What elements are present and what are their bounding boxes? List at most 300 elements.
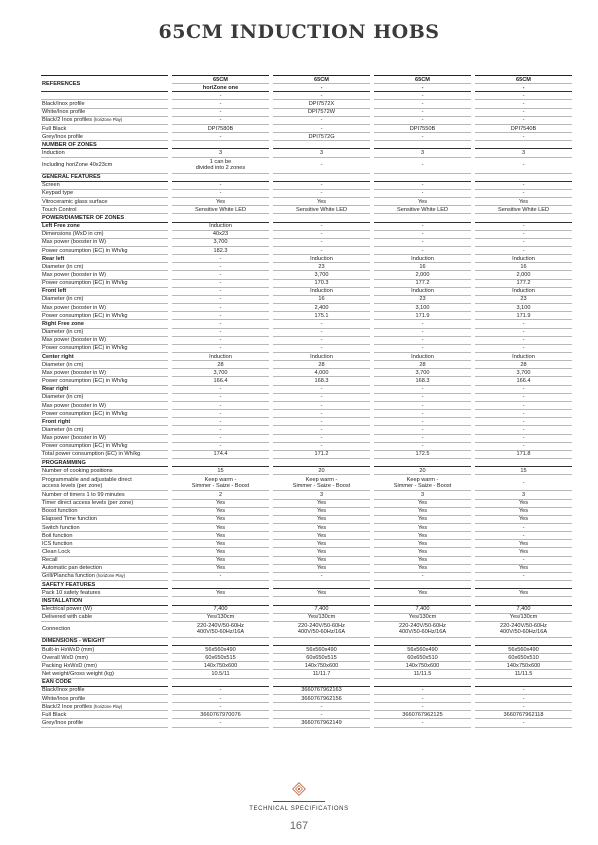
table-cell: 3 — [475, 491, 572, 499]
table-cell: 7,400 — [374, 605, 471, 613]
table-cell: Yes — [273, 589, 370, 597]
table-row — [41, 507, 572, 515]
table-cell: Induction — [273, 255, 370, 263]
table-cell: - — [273, 189, 370, 197]
table-cell: - — [172, 279, 269, 287]
table-cell: 60x650x510 — [475, 654, 572, 662]
table-cell: 3,100 — [374, 304, 471, 312]
row-label — [41, 181, 168, 189]
table-cell: Sensitive White LED — [172, 206, 269, 214]
table-cell: 3660767962156 — [273, 694, 370, 702]
table-cell: - — [475, 222, 572, 230]
section-cell — [273, 678, 370, 686]
row-label — [41, 711, 168, 719]
table-cell: - — [172, 100, 269, 108]
table-row — [41, 353, 572, 361]
table-cell: - — [172, 116, 269, 124]
row-label-text: Max power (booster in W) — [42, 272, 107, 279]
row-label-note: (horiZone Play) — [93, 703, 123, 709]
section-cell — [475, 637, 572, 645]
table-cell: 40x23 — [172, 230, 269, 238]
table-cell: - — [273, 703, 370, 711]
table-row — [41, 426, 572, 434]
table-cell: Yes — [172, 499, 269, 507]
table-cell: - — [374, 108, 471, 116]
table-row — [41, 646, 572, 654]
row-label — [41, 703, 168, 711]
row-label — [41, 255, 168, 263]
table-row — [41, 246, 572, 254]
row-label — [41, 540, 168, 548]
table-row — [41, 467, 572, 475]
row-label — [41, 719, 168, 727]
table-cell: - — [475, 475, 572, 491]
row-label — [41, 287, 168, 295]
row-label — [41, 263, 168, 271]
table-cell: Yes — [374, 548, 471, 556]
table-cell: 7,400 — [172, 605, 269, 613]
table-cell: DPI7572G — [273, 133, 370, 141]
table-row — [41, 719, 572, 727]
table-cell: 4,000 — [273, 369, 370, 377]
row-label — [41, 149, 168, 157]
table-cell: - — [475, 410, 572, 418]
row-label — [41, 92, 168, 100]
table-cell: - — [273, 92, 370, 100]
section-title — [41, 637, 168, 645]
row-label-text: Programmable and adjustable direct access levels (per zone) — [42, 476, 132, 489]
column-header: 65CM — [475, 76, 572, 84]
table-cell: 3 — [172, 149, 269, 157]
table-row — [41, 124, 572, 132]
row-label — [41, 108, 168, 116]
table-row — [41, 393, 572, 401]
row-label — [41, 230, 168, 238]
row-label — [41, 467, 168, 475]
table-row — [41, 475, 572, 491]
section-cell — [172, 637, 269, 645]
table-row — [41, 434, 572, 442]
row-label-text: Black/2 Inox profiles — [42, 117, 93, 124]
row-label-text: Boost function — [42, 508, 78, 515]
table-cell: - — [475, 532, 572, 540]
row-label-text: Grill/Plancha function — [42, 573, 95, 580]
table-cell: - — [475, 116, 572, 124]
table-row — [41, 654, 572, 662]
row-label — [41, 450, 168, 458]
row-label — [41, 694, 168, 702]
table-cell: 166.4 — [475, 377, 572, 385]
row-label — [41, 434, 168, 442]
table-cell: 140x750x600 — [172, 662, 269, 670]
table-row — [41, 157, 572, 173]
table-cell: Yes — [172, 523, 269, 531]
table-cell: 171.8 — [475, 450, 572, 458]
table-cell: - — [475, 442, 572, 450]
table-cell: - — [475, 246, 572, 254]
row-label — [41, 312, 168, 320]
row-label-text: Including horiZone 40x23cm — [42, 162, 113, 169]
table-cell: 3660767970076 — [172, 711, 269, 719]
table-cell: Yes — [273, 515, 370, 523]
row-label-text: Packing HxWxD (mm) — [42, 662, 98, 669]
table-cell: - — [172, 320, 269, 328]
row-label-text: Pack 10 safety features — [42, 589, 101, 596]
table-cell: - — [475, 694, 572, 702]
table-cell: 168.3 — [374, 377, 471, 385]
row-label-text: Diameter (in cm) — [42, 394, 84, 401]
table-row — [41, 548, 572, 556]
table-cell: - — [374, 401, 471, 409]
row-label-text: Full Black — [42, 711, 67, 718]
table-cell: - — [172, 344, 269, 352]
table-cell: Yes — [475, 499, 572, 507]
row-label — [41, 589, 168, 597]
row-label-text: Clean Lock — [42, 549, 70, 556]
row-label-text: Number of timers 1 to 99 minutes — [42, 491, 125, 498]
row-label-text: Grey/Inox profile — [42, 133, 84, 140]
table-cell: Yes — [172, 532, 269, 540]
table-cell: - — [475, 401, 572, 409]
table-row — [41, 686, 572, 694]
table-cell: - — [475, 92, 572, 100]
table-cell: - — [374, 385, 471, 393]
table-cell: 11/11.5 — [475, 670, 572, 678]
row-label — [41, 572, 168, 580]
table-cell: - — [172, 92, 269, 100]
table-row — [41, 255, 572, 263]
table-row — [41, 613, 572, 621]
table-cell: - — [273, 418, 370, 426]
row-label-text: White/Inox profile — [42, 695, 86, 702]
table-cell: 7,400 — [475, 605, 572, 613]
section-cell — [374, 214, 471, 222]
column-subheader: - — [273, 84, 370, 92]
row-label-note: (horiZone Play) — [93, 117, 123, 123]
table-cell: 56x560x490 — [475, 646, 572, 654]
column-header: 65CM — [172, 76, 269, 84]
row-label — [41, 353, 168, 361]
table-cell: 177.2 — [374, 279, 471, 287]
row-label-text: Net weight/Gross weight (kg) — [42, 671, 114, 678]
table-cell: 11/11.7 — [273, 670, 370, 678]
table-cell: - — [172, 719, 269, 727]
table-cell: - — [172, 287, 269, 295]
section-cell — [172, 214, 269, 222]
table-cell: - — [172, 393, 269, 401]
table-cell: 56x560x490 — [273, 646, 370, 654]
table-cell: - — [172, 694, 269, 702]
table-row — [41, 92, 572, 100]
table-cell: - — [475, 426, 572, 434]
table-cell: Yes — [172, 507, 269, 515]
section-cell — [273, 581, 370, 589]
table-cell: - — [475, 523, 572, 531]
table-row — [41, 344, 572, 352]
table-cell: 3,700 — [475, 369, 572, 377]
row-label-text: PROGRAMMING — [42, 459, 86, 466]
row-label — [41, 662, 168, 670]
row-label — [41, 475, 168, 491]
row-label — [41, 385, 168, 393]
row-label — [41, 206, 168, 214]
section-cell — [273, 141, 370, 149]
row-label-text: Connection — [42, 626, 71, 633]
table-cell: - — [374, 344, 471, 352]
row-label — [41, 556, 168, 564]
table-cell: Keep warm - Simmer - Saize - Boost — [374, 475, 471, 491]
table-cell: Yes — [475, 589, 572, 597]
section-header-row — [41, 678, 572, 686]
table-row — [41, 694, 572, 702]
table-cell: Yes — [374, 507, 471, 515]
table-cell: Yes — [273, 556, 370, 564]
row-label-text: SAFETY FEATURES — [42, 581, 96, 588]
row-label-text: POWER/DIAMETER OF ZONES — [42, 214, 125, 221]
table-cell: - — [374, 238, 471, 246]
row-label-text: Electrical power (W) — [42, 606, 93, 613]
section-cell — [273, 597, 370, 605]
table-cell: - — [374, 157, 471, 173]
table-cell: 177.2 — [475, 279, 572, 287]
table-cell: Yes — [374, 556, 471, 564]
section-cell — [475, 141, 572, 149]
table-cell: Yes — [475, 564, 572, 572]
section-cell — [475, 597, 572, 605]
table-cell: Keep warm - Simmer - Saize - Boost — [172, 475, 269, 491]
table-cell: - — [273, 401, 370, 409]
table-cell: DPI7540B — [475, 124, 572, 132]
table-cell: Yes — [273, 548, 370, 556]
table-cell: 1 can be divided into 2 zones — [172, 157, 269, 173]
row-label-text: Boil function — [42, 532, 73, 539]
table-cell: - — [172, 304, 269, 312]
section-header-row — [41, 597, 572, 605]
row-label — [41, 442, 168, 450]
table-cell: - — [273, 181, 370, 189]
table-row — [41, 271, 572, 279]
table-cell: - — [374, 572, 471, 580]
row-label-text: Power consumption (EC) in Wh/kg — [42, 280, 128, 287]
row-label-text: Keypad type — [42, 190, 74, 197]
table-cell: 3,700 — [273, 271, 370, 279]
table-cell: - — [475, 328, 572, 336]
table-cell: Yes — [172, 564, 269, 572]
table-cell: - — [374, 426, 471, 434]
table-cell: 172.5 — [374, 450, 471, 458]
table-cell: DPI7572X — [273, 100, 370, 108]
table-cell: - — [374, 434, 471, 442]
table-cell: - — [172, 401, 269, 409]
table-cell: - — [475, 572, 572, 580]
table-cell: - — [374, 181, 471, 189]
table-cell: Induction — [172, 222, 269, 230]
row-label — [41, 507, 168, 515]
row-label — [41, 426, 168, 434]
table-cell: - — [475, 344, 572, 352]
row-label-note: (horiZone Play) — [96, 573, 126, 579]
row-label-text: Max power (booster in W) — [42, 402, 107, 409]
section-title — [41, 459, 168, 467]
section-title — [41, 597, 168, 605]
table-row — [41, 328, 572, 336]
row-label — [41, 344, 168, 352]
table-row — [41, 181, 572, 189]
table-cell: - — [172, 385, 269, 393]
table-cell: 140x750x600 — [374, 662, 471, 670]
section-header-row — [41, 141, 572, 149]
row-label-text: Right Free zone — [42, 320, 84, 327]
table-cell: - — [475, 719, 572, 727]
table-cell: 3 — [374, 491, 471, 499]
table-cell: - — [374, 100, 471, 108]
table-row — [41, 711, 572, 719]
table-cell: Yes — [374, 523, 471, 531]
table-cell: - — [273, 393, 370, 401]
table-cell: 23 — [374, 295, 471, 303]
table-cell: 174.4 — [172, 450, 269, 458]
row-label-text: Max power (booster in W) — [42, 337, 107, 344]
column-subheader: - — [475, 84, 572, 92]
row-label — [41, 100, 168, 108]
table-cell: 10.5/11 — [172, 670, 269, 678]
table-row — [41, 238, 572, 246]
column-subheader: horiZone one — [172, 84, 269, 92]
row-label-text: Power consumption (EC) in Wh/kg — [42, 345, 128, 352]
section-cell — [374, 141, 471, 149]
section-title — [41, 214, 168, 222]
table-cell: - — [273, 385, 370, 393]
section-cell — [172, 141, 269, 149]
table-row — [41, 189, 572, 197]
table-cell: - — [172, 572, 269, 580]
section-title — [41, 141, 168, 149]
section-cell — [374, 597, 471, 605]
table-row — [41, 621, 572, 637]
table-cell: Yes — [172, 556, 269, 564]
table-row — [41, 361, 572, 369]
table-cell: 2,000 — [475, 271, 572, 279]
table-cell: 11/11.5 — [374, 670, 471, 678]
table-cell: 16 — [475, 263, 572, 271]
row-label-text: Diameter (in cm) — [42, 263, 84, 270]
row-label-text: Automatic pan detection — [42, 565, 103, 572]
row-label-text: Recall — [42, 557, 58, 564]
table-cell: - — [172, 312, 269, 320]
table-row — [41, 442, 572, 450]
section-cell — [273, 637, 370, 645]
table-cell: DPI7580B — [172, 124, 269, 132]
row-label — [41, 523, 168, 531]
table-cell: - — [172, 426, 269, 434]
table-row — [41, 418, 572, 426]
table-cell: - — [273, 344, 370, 352]
section-cell — [475, 678, 572, 686]
table-row — [41, 589, 572, 597]
table-row — [41, 401, 572, 409]
column-header: 65CM — [273, 76, 370, 84]
table-cell: Yes — [475, 515, 572, 523]
row-label-text: Timer direct access levels (per zone) — [42, 500, 134, 507]
row-label-text: GENERAL FEATURES — [42, 174, 101, 181]
row-label — [41, 646, 168, 654]
table-cell: - — [172, 434, 269, 442]
table-cell: Yes — [475, 507, 572, 515]
page-footer — [0, 782, 598, 832]
row-label — [41, 369, 168, 377]
table-cell: 3,700 — [172, 238, 269, 246]
table-cell: - — [475, 434, 572, 442]
table-row — [41, 304, 572, 312]
row-label-text: Black/2 Inox profiles — [42, 703, 93, 710]
table-cell: Yes/130cm — [475, 613, 572, 621]
row-label-text: Overall WxD (mm) — [42, 654, 88, 661]
row-label-text: Max power (booster in W) — [42, 304, 107, 311]
table-cell: - — [374, 336, 471, 344]
table-cell: 3,700 — [172, 369, 269, 377]
row-label-text: INSTALLATION — [42, 597, 83, 604]
table-cell: Yes — [172, 515, 269, 523]
row-label — [41, 670, 168, 678]
row-label — [41, 361, 168, 369]
table-cell: Sensitive White LED — [475, 206, 572, 214]
table-cell: 171.9 — [475, 312, 572, 320]
table-cell: Yes — [374, 499, 471, 507]
row-label — [41, 198, 168, 206]
table-row — [41, 149, 572, 157]
section-cell — [273, 214, 370, 222]
row-label — [41, 189, 168, 197]
row-label-text: Black/Inox profile — [42, 101, 85, 108]
table-cell: - — [172, 108, 269, 116]
table-cell: Yes — [374, 198, 471, 206]
section-cell — [273, 173, 370, 181]
table-cell: - — [475, 336, 572, 344]
table-row — [41, 133, 572, 141]
table-cell: - — [475, 385, 572, 393]
table-cell: - — [475, 100, 572, 108]
row-label-text: Front right — [42, 418, 71, 425]
table-cell: Yes — [172, 548, 269, 556]
section-cell — [273, 459, 370, 467]
table-row — [41, 540, 572, 548]
row-label-text: Diameter (in cm) — [42, 361, 84, 368]
references-label: REFERENCES — [41, 76, 168, 92]
row-label — [41, 238, 168, 246]
table-cell: - — [475, 230, 572, 238]
table-row — [41, 670, 572, 678]
table-cell: 16 — [273, 295, 370, 303]
row-label-text: Number of cooking positions — [42, 467, 113, 474]
table-row — [41, 572, 572, 580]
table-cell: 23 — [475, 295, 572, 303]
row-label — [41, 328, 168, 336]
row-label-text: Total power consumption (EC) in Wh/kg — [42, 451, 141, 458]
row-label-text: ICS function — [42, 540, 73, 547]
table-cell: - — [374, 222, 471, 230]
table-cell: Yes — [475, 198, 572, 206]
table-cell: 220-240V/50-60Hz 400V/50-60Hz/16A — [374, 621, 471, 637]
section-title — [41, 173, 168, 181]
table-row — [41, 116, 572, 124]
row-label-text: Max power (booster in W) — [42, 239, 107, 246]
table-cell: - — [374, 92, 471, 100]
row-label-text: Diameter (in cm) — [42, 329, 84, 336]
row-label-text: Center right — [42, 353, 74, 360]
table-cell: - — [273, 711, 370, 719]
row-label — [41, 124, 168, 132]
row-label — [41, 271, 168, 279]
